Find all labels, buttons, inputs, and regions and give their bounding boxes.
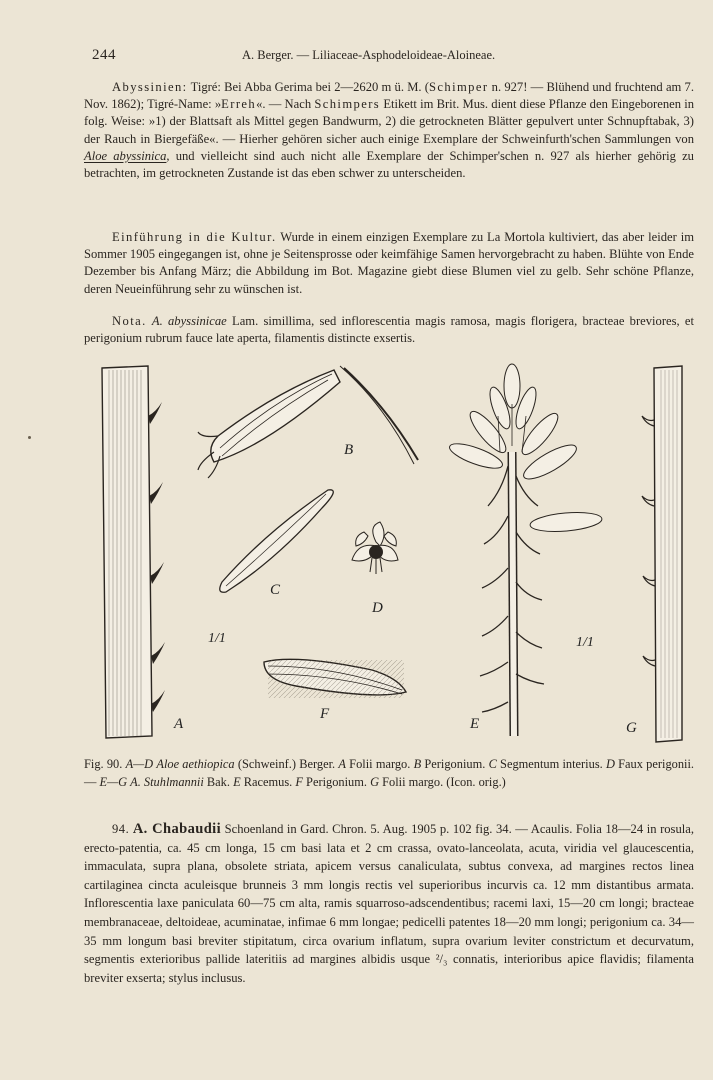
paragraph-abyssinia <box>84 79 694 182</box>
caption-text-f: Perigonium. <box>302 775 371 789</box>
figure-label-f: F <box>320 706 330 722</box>
caption-text-b: Perigonium. <box>421 757 489 771</box>
collector-name: Schimper <box>428 80 489 94</box>
paragraph-cultivation <box>84 229 694 298</box>
caption-letter-a: A <box>338 757 346 771</box>
caption-species-1: Aloe aethiopica <box>156 757 235 771</box>
para1-text-a: Tigré: Bei Abba Gerima bei 2—2620 m ü. M. ( <box>187 80 429 94</box>
figure-drawing <box>96 356 696 748</box>
caption-range-2: E—G <box>99 775 128 789</box>
drawing-a-leaf-margin <box>102 366 165 738</box>
fig-number: Fig. 90. <box>84 757 123 771</box>
species-heading: A. Chabaudii <box>132 821 222 837</box>
para4-text-a: Schoenland in Gard. Chron. 5. Aug. 1905 p. 102 fig. 34. — Acaulis. Folia 18—24 in rosula, erecto-patentia, ca. 45 cm longa, 15 cm basi lata et 2 cm crassa, ovato-lanceolata, acuta, viridia vel glaucescentia, immaculata, supra plana, obsolete striata, apicem versus canaliculata, subtus convexa, ad margines rectos linea cartilaginea cincta aculeisque brunneis 3 mm longis rectis vel superioribus incurvis ca. 12 mm distantibus armata. Inflorescentia laxe paniculata 60—75 cm alta, ramis squarroso-adscendentibus; racemi laxi, 15—20 cm longi; bracteae membranaceae, deltoideae, acuminatae, infimae 6 mm longae; pedicelli patentes 18—20 mm longi; perigonium ca. 34—35 mm longum basi breviter stipitatum, circa ovarium inflatum, supra ovarium leviter constrictum et decurvatum, segmentis exterioribus pallide lateritiis ad margines albidis usque <box>84 822 694 967</box>
paragraph-nota <box>84 313 694 347</box>
botanical-figure <box>96 356 696 748</box>
caption-text-d: Faux perigonii. — <box>84 757 695 789</box>
para3-text: Lam. simillima, sed inflorescentia magis ramosa, magis florigera, bracteae breviores, et perigonium rubrum fauce late aperta, filamentis distincte exsertis. <box>84 314 695 346</box>
figure-label-c: C <box>270 582 281 598</box>
caption-text-c: Segmentum interius. <box>496 757 606 771</box>
species-number: 94. <box>112 822 130 836</box>
caption-letter-b: B <box>413 757 422 771</box>
figure-label-g: G <box>626 720 637 736</box>
para1-text-c: «. — Nach <box>256 97 315 112</box>
para2-text: Wurde in einem einzigen Exemplare zu La Mortola kultiviert, das aber leider im Sommer 1905 eingegangen ist, ohne je Seitensprosse oder keimfähige Samen hervorgebracht zu haben. Blühte von Ende Dezember bis Anfang März; die Abbildung im Bot. Magazine giebt diese Blumen viel zu gelb. Sehr schöne Pflanze, deren Neueinführung sehr zu wünschen ist. <box>84 230 694 296</box>
caption-author-1: (Schweinf.) Berger. <box>234 757 339 771</box>
figure-label-a: A <box>174 716 184 732</box>
section-label-nota: Nota. <box>112 314 147 328</box>
caption-text-e: Racemus. <box>240 775 296 789</box>
para4-text-b: connatis, interioribus apice flavidis; filamenta breviter exserta; stylus inclusus. <box>84 952 694 985</box>
caption-text-g: Folii margo. (Icon. orig.) <box>379 775 506 789</box>
page-header <box>92 44 692 66</box>
figure-label-d: D <box>372 600 383 616</box>
drawing-e-raceme <box>447 364 603 736</box>
caption-author-2: Bak. <box>203 775 234 789</box>
caption-text-a: Folii margo. <box>345 757 414 771</box>
drawing-f-perigonium <box>264 659 406 698</box>
fraction-two-thirds: ²/₃ <box>435 952 448 967</box>
caption-species-2: A. Stuhlmannii <box>130 775 204 789</box>
figure-label-e: E <box>470 716 480 732</box>
drawing-c-inner-segment <box>220 490 334 592</box>
page-speck <box>28 436 31 439</box>
paragraph-chabaudii <box>84 820 694 987</box>
nota-species: A. abyssinicae <box>151 314 227 328</box>
figure-caption <box>84 755 694 791</box>
caption-range-1: A—D <box>125 757 154 771</box>
species-name-italic: Aloe abyssinica <box>84 148 167 163</box>
collector-name-2: Schimpers <box>314 97 381 112</box>
drawing-b-perigonium <box>198 366 418 478</box>
para1-text-b: n. 927! — Blühend und fruchtend am 7. Nov. 1862); Tigré-Name: » <box>84 80 694 112</box>
caption-letter-d: D <box>605 757 615 771</box>
para1-text-d: Etikett im Brit. Mus. dient diese Pflanze den Eingeborenen in folg. Weise: »1) der Blattsaft als Mittel gegen Bandwurm, 2) die getrockneten Blätter gepulvert unter Schnupftabak, 3) der Rauch in Biergefäße«. — Hierher gehören sicher auch einige Exemplare der Schweinfurth'schen Sammlungen von <box>84 97 694 146</box>
caption-letter-g: G <box>370 775 380 789</box>
running-title: A. Berger. — Liliaceae-Asphodeloideae-Aloineae. <box>242 48 496 62</box>
vernacular-name: Erreh <box>221 97 257 112</box>
drawing-d-faux <box>352 522 398 574</box>
page-number: 244 <box>92 47 116 63</box>
section-label-cultivation: Einführung in die Kultur. <box>112 230 277 244</box>
para1-text-e: , und vielleicht sind auch nicht alle Exemplare der Schimper'schen n. 927 als hierher gehörig zu betrachten, im getrockneten Zustande ist das eben schwer zu unterscheiden. <box>84 148 694 181</box>
caption-letter-f: F <box>295 775 303 789</box>
caption-letter-e: E <box>233 775 241 789</box>
scale-left: 1/1 <box>208 631 226 646</box>
scale-right: 1/1 <box>576 635 594 650</box>
locality-label: Abyssinien: <box>112 80 188 94</box>
drawing-g-leaf-margin <box>642 366 682 742</box>
figure-label-b: B <box>344 442 354 458</box>
caption-letter-c: C <box>488 757 497 771</box>
